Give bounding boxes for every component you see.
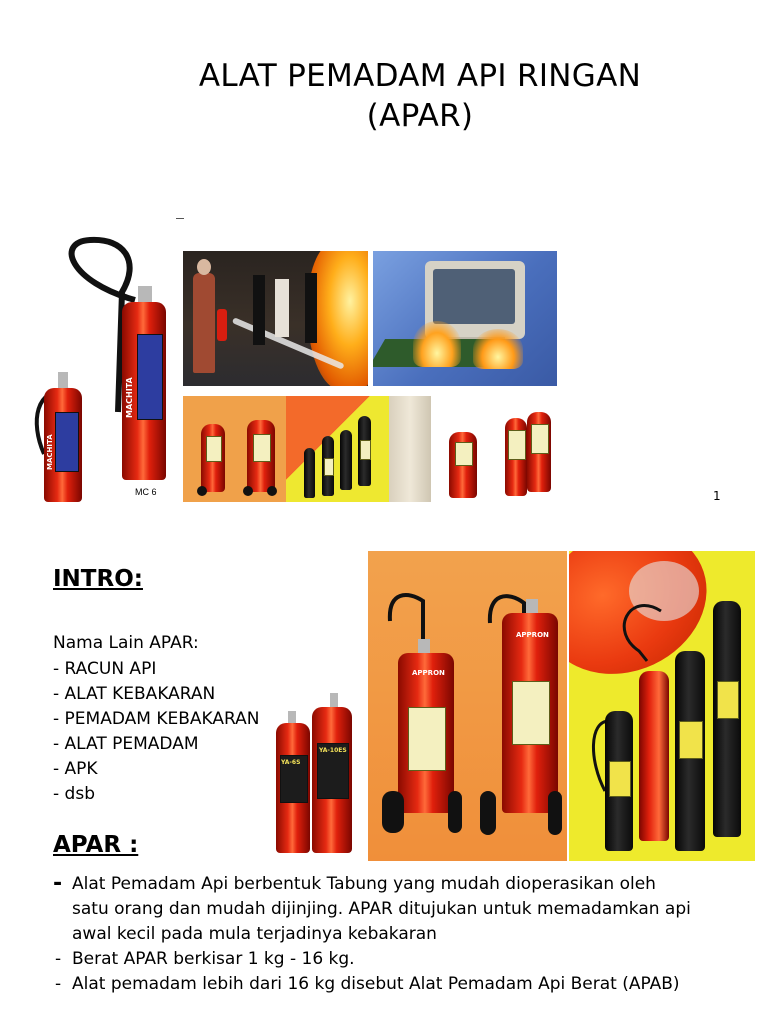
alias-list <box>53 657 259 807</box>
alias-item: - ALAT KEBAKARAN <box>53 682 259 707</box>
model-label: MC 6 <box>135 487 157 497</box>
photo-burning-computer <box>373 251 557 386</box>
photo-fire-demonstration <box>183 251 368 386</box>
photo-wheeled-large <box>368 551 567 861</box>
alias-item: - RACUN API <box>53 657 259 682</box>
alias-heading: Nama Lain APAR: <box>53 633 199 653</box>
alias-item: - dsb <box>53 782 259 807</box>
apar-point: - Berat APAR berkisar 1 kg - 16 kg. <box>55 949 355 969</box>
intro-heading: INTRO: <box>53 566 143 592</box>
photo-small-extinguishers <box>262 685 358 856</box>
photo-extinguishers-set <box>433 396 557 502</box>
photo-co2-group-small <box>286 396 389 502</box>
apar-point: - Alat Pemadam Api berbentuk Tabung yang mudah dioperasikan oleh satu orang dan mudah dijinjing. APAR ditujukan untuk memadamkan api awal kecil pada mula terjadinya kebakaran <box>53 871 691 944</box>
alias-item: - APK <box>53 757 259 782</box>
photo-co2-cylinders <box>569 551 755 861</box>
brand-label-appron-2: APPRON <box>412 669 445 677</box>
apar-point: - Alat pemadam lebih dari 16 kg disebut Alat Pemadam Api Berat (APAB) <box>55 974 680 994</box>
apar-heading: APAR : <box>53 832 139 858</box>
model-label-ya10es: YA-10ES <box>319 747 347 754</box>
page-number: 1 <box>713 489 721 503</box>
photo-blurred <box>389 396 431 502</box>
apar-description <box>53 872 693 997</box>
brand-label-large: MACHITA <box>125 377 134 418</box>
alias-item: - PEMADAM KEBAKARAN <box>53 707 259 732</box>
brand-label-small: MACHITA <box>46 434 54 470</box>
alias-item: - ALAT PEMADAM <box>53 732 259 757</box>
photo-extinguishers-co2 <box>30 222 180 504</box>
model-label-ya6s: YA-6S <box>281 759 301 766</box>
title-line-2: (APAR) <box>366 98 474 134</box>
photo-wheeled-extinguishers <box>183 396 286 502</box>
slide-title <box>120 56 720 136</box>
divider-tick <box>176 218 184 219</box>
brand-label-appron-1: APPRON <box>516 631 549 639</box>
title-line-1: ALAT PEMADAM API RINGAN <box>198 58 642 94</box>
